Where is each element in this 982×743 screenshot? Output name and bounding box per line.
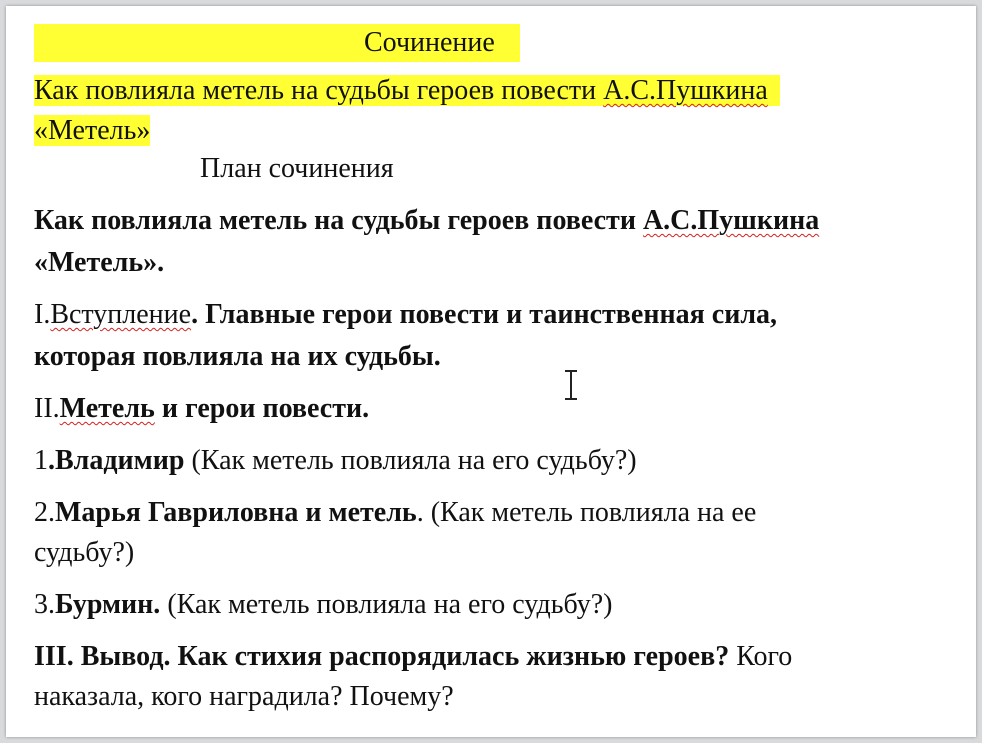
item-3-question: (Как метель повлияла на его судьбу?) (160, 589, 613, 620)
section-3-question-start: Кого (729, 641, 793, 672)
text-cursor-icon (564, 370, 578, 400)
section-2-number: II. (34, 393, 60, 424)
item-2-line-1 (34, 496, 756, 530)
section-1-number: I. (34, 299, 51, 330)
topic-line-1 (34, 74, 780, 108)
section-2-squig-word: Метель (59, 393, 155, 424)
topic-line-2 (34, 114, 150, 148)
item-3-number: 3. (34, 589, 55, 620)
section-3-line-2: наказала, кого наградила? Почему? (34, 681, 454, 712)
topic-author: А.С.Пушкина (603, 75, 768, 106)
item-3-line (34, 588, 612, 622)
item-1-name: .Владимир (48, 445, 185, 476)
bold-topic-line-1 (34, 204, 819, 238)
item-1-line (34, 444, 637, 478)
item-2-number: 2. (34, 497, 55, 528)
item-2-question: . (Как метель повлияла на ее (416, 497, 757, 528)
topic-work-title: «Метель» (34, 115, 151, 146)
topic-text: Как повлияла метель на судьбы героев повести (34, 75, 604, 106)
section-1-line-1 (34, 298, 777, 332)
item-1-number: 1 (34, 445, 48, 476)
item-1-question: (Как метель повлияла на его судьбу?) (184, 445, 637, 476)
item-2-line-2: судьбу?) (34, 537, 135, 568)
essay-title: Сочинение (364, 27, 495, 58)
document-page[interactable] (6, 6, 976, 737)
section-2-line (34, 392, 369, 426)
section-1-label: Вступление (50, 299, 192, 330)
item-3-name: Бурмин. (55, 589, 161, 620)
bold-topic-author: А.С.Пушкина (642, 205, 820, 236)
plan-heading: План сочинения (200, 153, 394, 184)
section-1-heading: . Главные герои повести и таинственная сила, (191, 299, 778, 330)
section-1-line-2: которая повлияла на их судьбы. (34, 341, 441, 372)
bold-topic-line-2: «Метель». (34, 247, 165, 278)
title-highlight (34, 24, 520, 62)
bold-topic-text: Как повлияла метель на судьбы героев повести (34, 205, 643, 236)
section-3-heading: III. Вывод. Как стихия распорядилась жизнью героев? (34, 641, 730, 672)
section-3-line-1 (34, 640, 792, 674)
section-2-heading: и герои повести. (154, 393, 370, 424)
item-2-name: Марья Гавриловна и метель (55, 497, 417, 528)
